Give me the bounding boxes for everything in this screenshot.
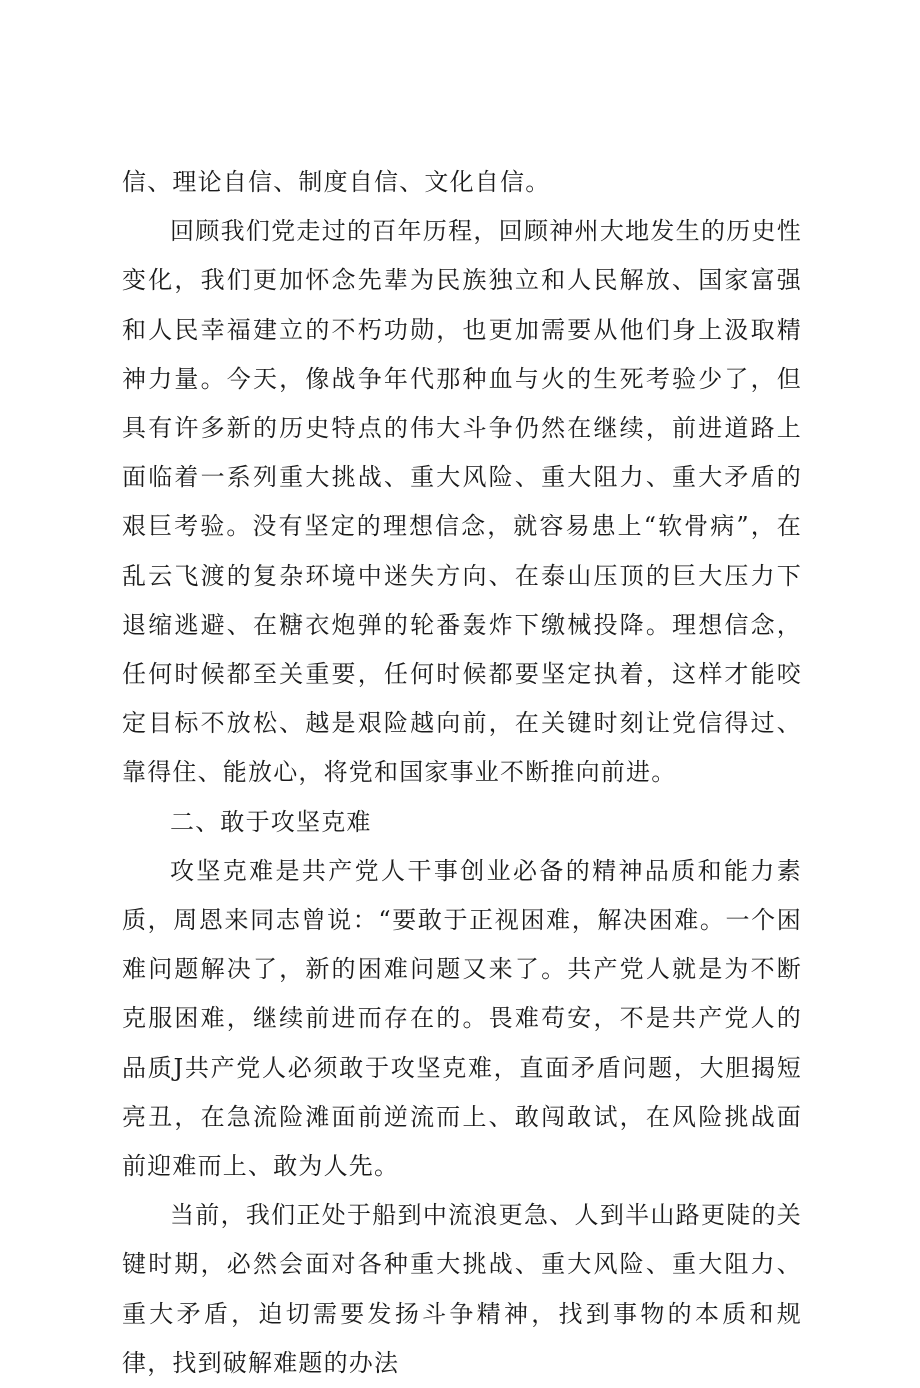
document-body: [122, 158, 802, 1388]
paragraph-history-review: 回顾我们党走过的百年历程，回顾神州大地发生的历史性变化，我们更加怀念先辈为民族独立和人民解放、国家富强和人民幸福建立的不朽功勋，也更加需要从他们身上汲取精神力量。今天，像战争年代那种血与火的生死考验少了，但具有许多新的历史特点的伟大斗争仍然在继续，前进道路上面临着一系列重大挑战、重大风险、重大阻力、重大矛盾的艰巨考验。没有坚定的理想信念，就容易患上“软骨病”，在乱云飞渡的复杂环境中迷失方向、在泰山压顶的巨大压力下退缩逃避、在糖衣炮弹的轮番轰炸下缴械投降。理想信念，任何时候都至关重要，任何时候都要坚定执着，这样才能咬定目标不放松、越是艰险越向前，在关键时刻让党信得过、靠得住、能放心，将党和国家事业不断推向前进。: [122, 217, 802, 787]
paragraph-overcoming-difficulties: 攻坚克难是共产党人干事创业必备的精神品质和能力素质，周恩来同志曾说：“要敢于正视困难，解决困难。一个困难问题解决了，新的困难问题又来了。共产党人就是为不断克服困难，继续前进而存在的。畏难苟安，不是共产党人的品质J共产党人必须敢于攻坚克难，直面矛盾问题，大胆揭短亮丑，在急流险滩面前逆流而上、敢闯敢试，在风险挑战面前迎难而上、敢为人先。: [122, 856, 802, 1181]
paragraph-current-period: 当前，我们正处于船到中流浪更急、人到半山路更陡的关键时期，必然会面对各种重大挑战、重大风险、重大阻力、重大矛盾，迫切需要发扬斗争精神，找到事物的本质和规律，找到破解难题的办法: [122, 1201, 802, 1377]
section-heading: 二、敢于攻坚克难: [170, 807, 372, 836]
paragraph-continuation: 信、理论自信、制度自信、文化自信。: [122, 168, 551, 196]
